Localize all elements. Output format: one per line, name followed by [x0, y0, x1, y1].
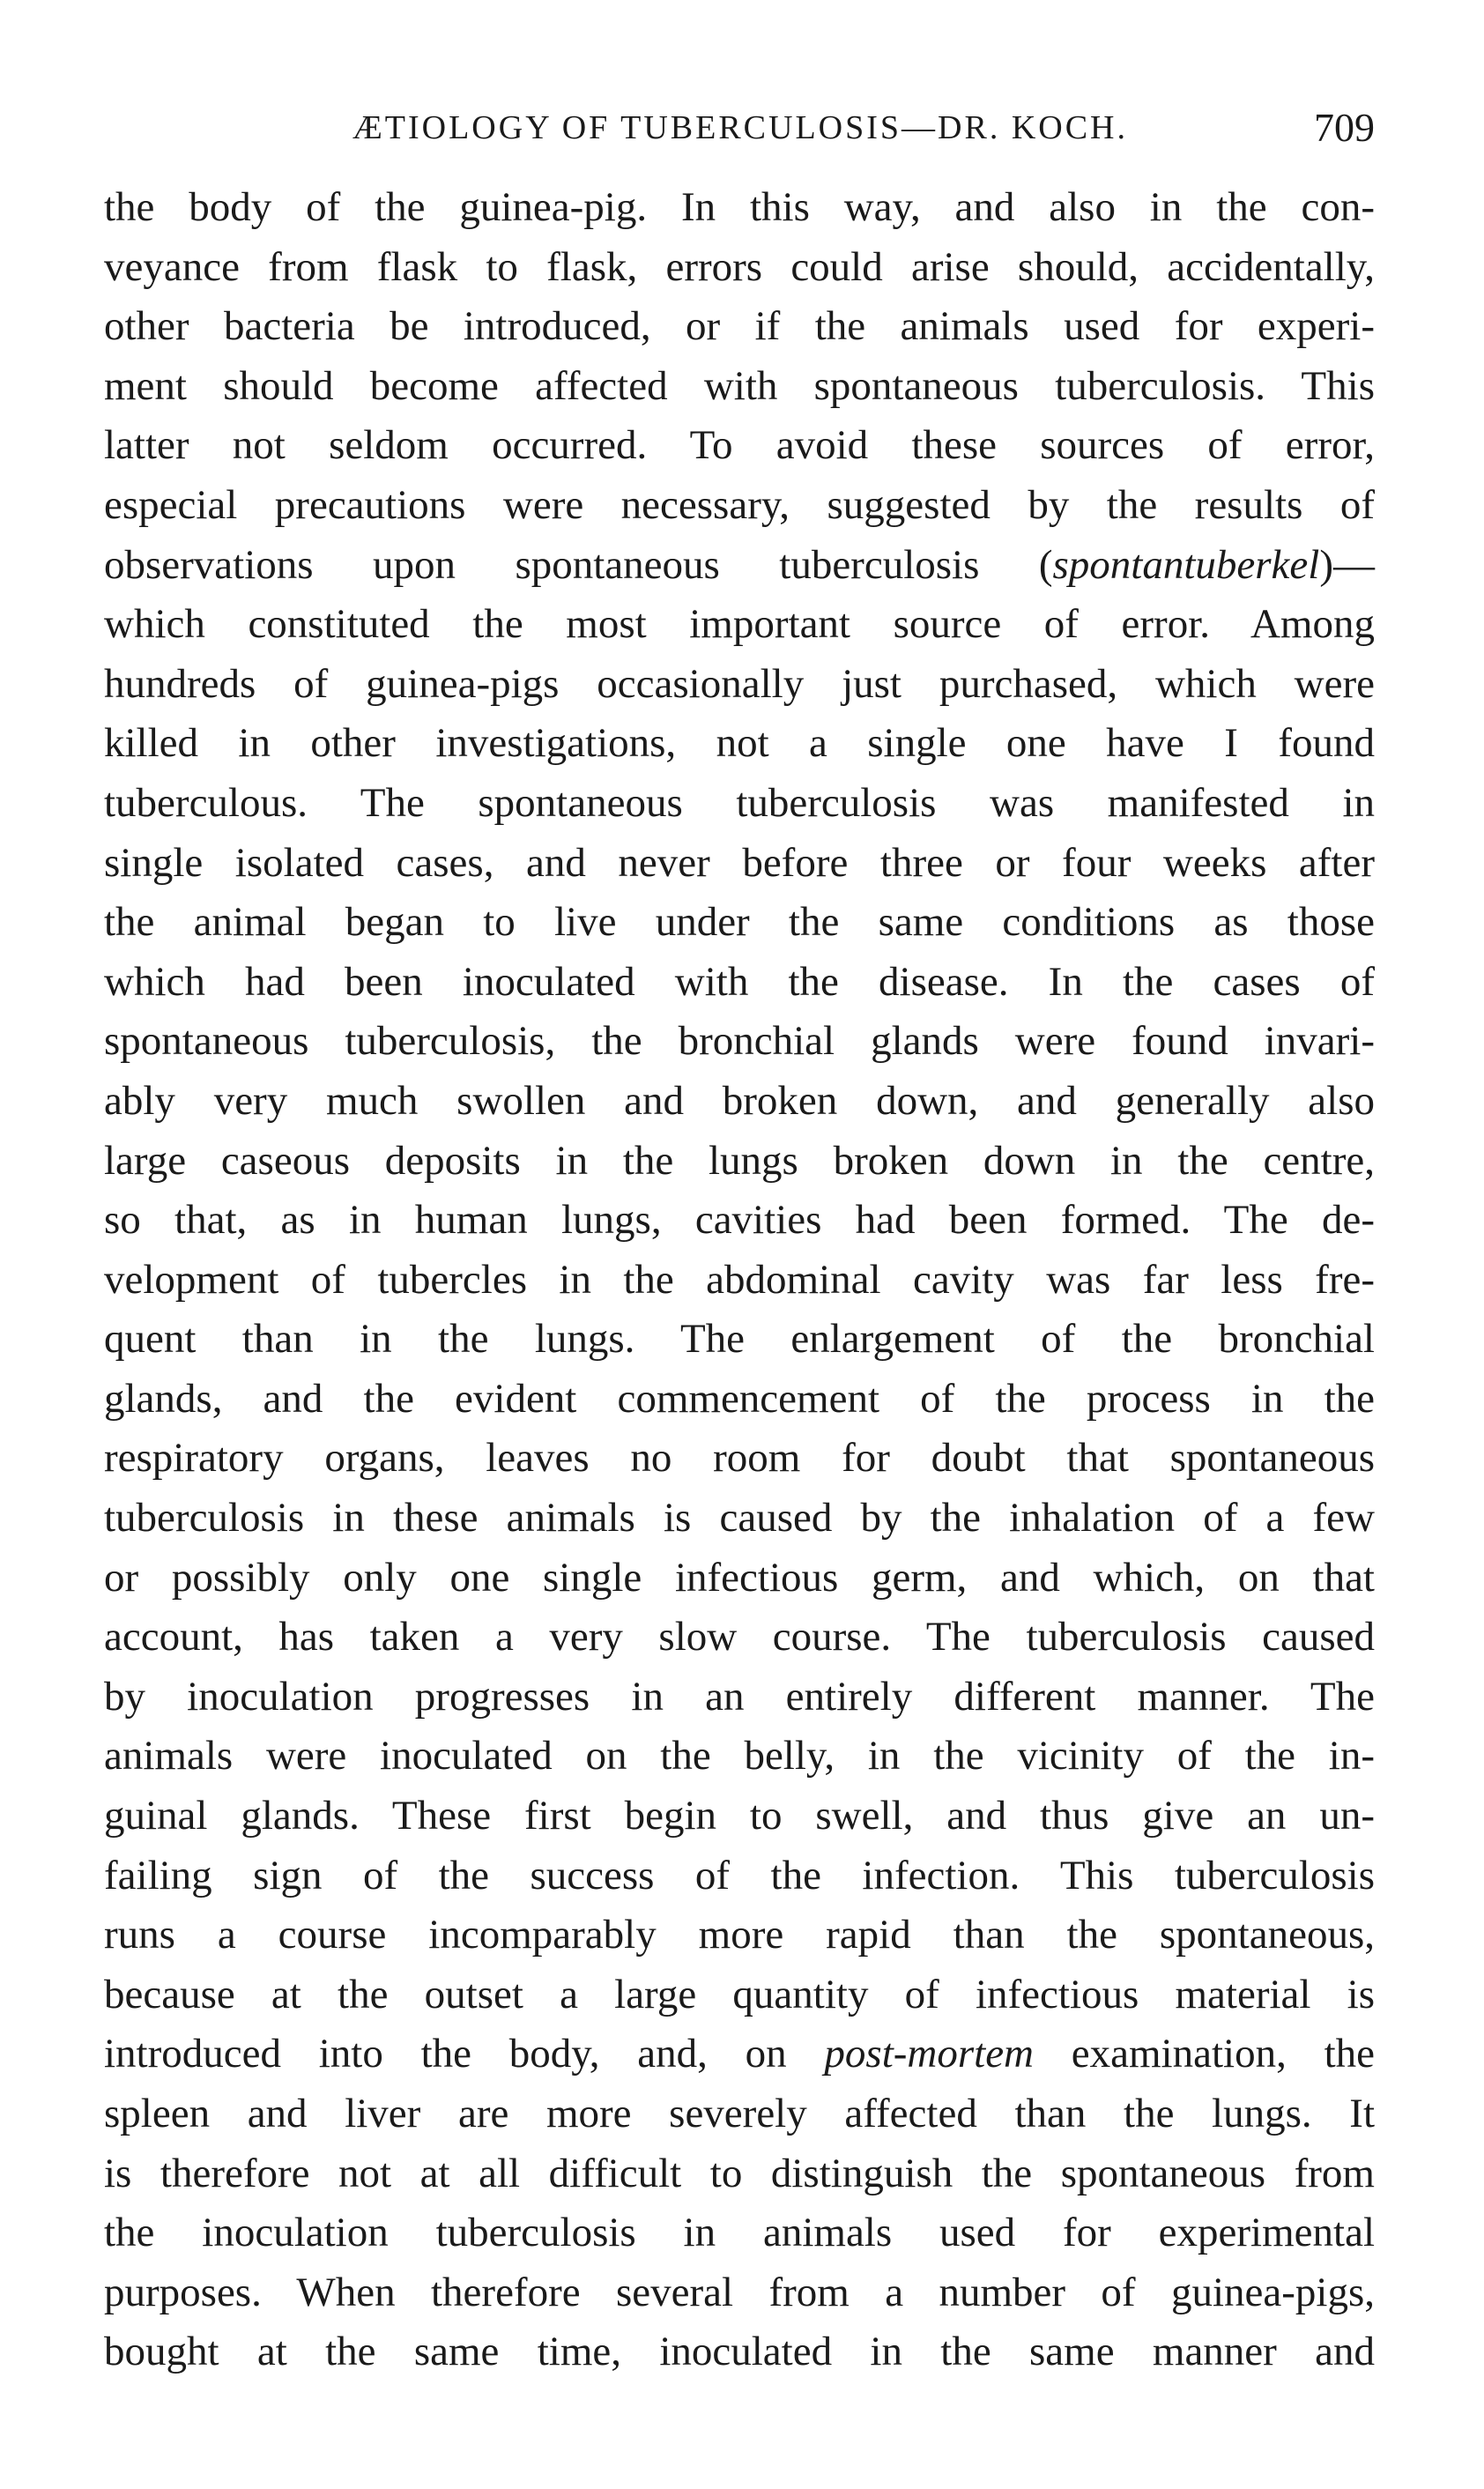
text-line: account, has taken a very slow course. The tuberculosis caused [104, 1614, 1375, 1661]
text-line: is therefore not at all difficult to distinguish the spontaneous from [104, 2150, 1375, 2196]
text-line: velopment of tubercles in the abdominal cavity was far less fre- [104, 1256, 1375, 1303]
text-line: introduced into the body, and, on post-mortem examination, the [104, 2031, 1376, 2077]
text-line: or possibly only one single infectious germ, and which, on that [104, 1554, 1375, 1601]
text-line: guinal glands. These first begin to swell, and thus give an un- [104, 1793, 1375, 1839]
text-line: large caseous deposits in the lungs broken down in the centre, [104, 1137, 1375, 1184]
text-line: the body of the guinea-pig. In this way, and also in the con- [104, 184, 1375, 230]
body-text [104, 178, 1375, 2382]
text-line: glands, and the evident commencement of the process in the [104, 1375, 1375, 1422]
text-line: hundreds of guinea-pigs occasionally just purchased, which were [104, 660, 1375, 707]
text-line: spleen and liver are more severely affected than the lungs. It [104, 2091, 1375, 2136]
text-line: failing sign of the success of the infection. This tuberculosis [104, 1852, 1375, 1898]
italic-term: post-mortem [824, 2031, 1034, 2077]
text-line: the inoculation tuberculosis in animals used for experimental [104, 2210, 1375, 2256]
text-line: bought at the same time, inoculated in the same manner and [104, 2329, 1375, 2375]
text-line: which constituted the most important source of error. Among [104, 601, 1375, 648]
text-line: purposes. When therefore several from a number of guinea-pigs, [104, 2269, 1375, 2315]
text-line: tuberculous. The spontaneous tuberculosis was manifested in [104, 779, 1375, 826]
text-line: quent than in the lungs. The enlargement of the bronchial [104, 1316, 1375, 1363]
text-line: veyance from flask to flask, errors could arise should, accidentally, [104, 243, 1375, 290]
text-line: other bacteria be introduced, or if the animals used for experi- [104, 303, 1375, 350]
text-line: so that, as in human lungs, cavities had been formed. The de- [104, 1197, 1375, 1244]
text-line: observations upon spontaneous tuberculosis (spontantuberkel)— [104, 541, 1375, 588]
text-line: latter not seldom occurred. To avoid these sources of error, [104, 422, 1375, 469]
running-title: ÆTIOLOGY OF TUBERCULOSIS—DR. KOCH. [352, 109, 1128, 146]
text-line: spontaneous tuberculosis, the bronchial glands were found invari- [104, 1018, 1375, 1065]
text-line: ment should become affected with spontaneous tuberculosis. This [104, 362, 1375, 409]
text-line: killed in other investigations, not a single one have I found [104, 720, 1375, 767]
running-head [106, 97, 1375, 159]
text-line: respiratory organs, leaves no room for doubt that spontaneous [104, 1435, 1375, 1482]
text-line: runs a course incomparably more rapid than the spontaneous, [104, 1912, 1375, 1958]
text-line: ably very much swollen and broken down, and generally also [104, 1077, 1375, 1124]
text-line: animals were inoculated on the belly, in the vicinity of the in- [104, 1733, 1375, 1779]
text-line: the animal began to live under the same conditions as those [104, 899, 1375, 946]
text-line: tuberculosis in these animals is caused by the inhalation of a few [104, 1495, 1375, 1542]
text-line: especial precautions were necessary, suggested by the results of [104, 481, 1375, 528]
page-number: 709 [1314, 105, 1375, 150]
italic-term: spontantuberkel [1052, 541, 1320, 588]
text-line: by inoculation progresses in an entirely different manner. The [104, 1673, 1375, 1720]
text-line: which had been inoculated with the disease. In the cases of [104, 958, 1375, 1005]
text-line: single isolated cases, and never before three or four weeks after [104, 839, 1375, 886]
text-line: because at the outset a large quantity of infectious material is [104, 1971, 1375, 2017]
